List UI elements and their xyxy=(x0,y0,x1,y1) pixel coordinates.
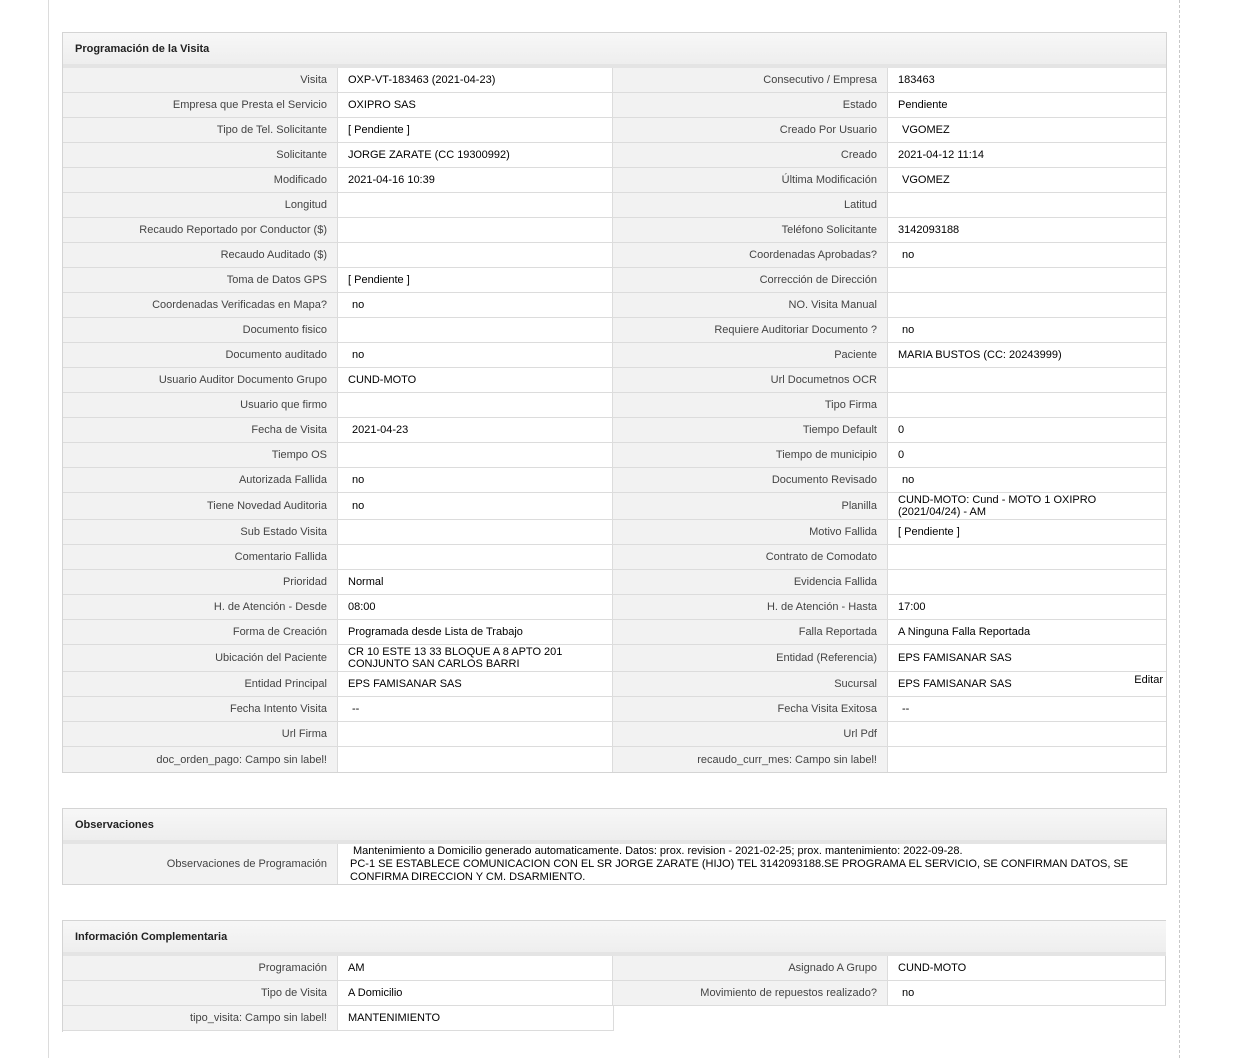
field-label-text: recaudo_curr_mes: Campo sin label! xyxy=(697,753,877,766)
field-value xyxy=(888,545,1163,569)
form-row xyxy=(63,520,1166,545)
field-value-text: VGOMEZ xyxy=(902,124,950,136)
field-value xyxy=(888,218,1163,242)
field-label xyxy=(63,620,338,644)
field-value xyxy=(338,570,613,594)
complementaria-section xyxy=(62,920,1166,1032)
field-value-text: OXIPRO SAS xyxy=(348,99,416,111)
field-label xyxy=(613,747,888,772)
field-value-text: CUND-MOTO xyxy=(898,962,967,974)
field-value-text: no xyxy=(352,349,365,361)
section-title: Programación de la Visita xyxy=(63,33,1166,68)
field-value-text: MARIA BUSTOS (CC: 20243999) xyxy=(898,349,1062,361)
form-row xyxy=(63,343,1166,368)
field-value xyxy=(338,443,613,467)
form-row xyxy=(63,570,1166,595)
field-label-text: Coordenadas Aprobadas? xyxy=(749,249,877,261)
form-row xyxy=(63,468,1166,493)
field-value xyxy=(338,268,613,292)
field-label-text: Toma de Datos GPS xyxy=(226,274,327,286)
form-row xyxy=(63,393,1166,418)
field-label-text: Motivo Fallida xyxy=(809,526,877,538)
form-row xyxy=(63,68,1166,93)
field-label-text: tipo_visita: Campo sin label! xyxy=(190,1012,327,1024)
field-label-text: Usuario que firmo xyxy=(240,399,327,411)
field-value-text: no xyxy=(352,500,365,512)
field-value xyxy=(338,747,613,772)
field-label xyxy=(613,193,888,217)
field-label xyxy=(613,243,888,267)
field-value xyxy=(888,343,1163,367)
form-row xyxy=(63,747,1166,772)
field-label xyxy=(613,143,888,167)
form-row xyxy=(63,218,1166,243)
field-value xyxy=(338,68,613,92)
field-value xyxy=(888,143,1163,167)
field-label xyxy=(63,393,338,417)
field-label xyxy=(613,168,888,192)
field-value-text: no xyxy=(902,249,915,261)
field-label-text: Documento auditado xyxy=(225,349,327,361)
field-label xyxy=(63,93,338,117)
field-label-text: Documento Revisado xyxy=(771,474,877,486)
field-value-text: no xyxy=(902,324,915,336)
field-value-text: CUND-MOTO: Cund - MOTO 1 OXIPRO (2021/04/24) - AM xyxy=(898,494,1097,518)
edit-link[interactable]: Editar xyxy=(1134,674,1163,686)
field-label-text: Planilla xyxy=(841,500,877,512)
field-label xyxy=(63,443,338,467)
field-value xyxy=(338,468,613,492)
field-label-text: Recaudo Auditado ($) xyxy=(220,249,327,261)
field-label xyxy=(63,118,338,142)
field-value-text: 2021-04-16 10:39 xyxy=(348,174,435,186)
field-label xyxy=(613,545,888,569)
field-value-text: 183463 xyxy=(898,74,935,86)
field-value xyxy=(888,318,1163,342)
field-label xyxy=(613,620,888,644)
field-label xyxy=(63,570,338,594)
field-label xyxy=(613,393,888,417)
field-label-text: Comentario Fallida xyxy=(234,551,327,563)
field-label xyxy=(613,68,888,92)
form-row xyxy=(63,118,1166,143)
form-row xyxy=(63,243,1166,268)
field-value xyxy=(888,118,1163,142)
form-row xyxy=(63,672,1166,697)
field-value xyxy=(338,343,613,367)
field-value-text: CUND-MOTO xyxy=(348,374,417,386)
field-value xyxy=(888,520,1163,544)
field-label-text: Última Modificación xyxy=(781,174,877,186)
field-label-text: Tiempo de municipio xyxy=(775,449,877,461)
field-label-text: Evidencia Fallida xyxy=(793,576,877,588)
field-value xyxy=(888,493,1163,519)
observaciones-line-2: PC-1 SE ESTABLECE COMUNICACION CON EL SR JORGE ZARATE (HIJO) TEL 3142093188.SE PROGRAMA EL SERVICIO, SE CONFIRMAN DATOS, SE CONFIRMA DIRECCION Y CM. DSARMIENTO. xyxy=(350,858,1129,883)
field-label-text: Entidad Principal xyxy=(244,678,327,690)
field-label xyxy=(63,722,338,746)
field-value xyxy=(888,697,1163,721)
observaciones-value xyxy=(338,844,1165,884)
field-value xyxy=(888,468,1163,492)
field-value-text: Pendiente xyxy=(898,99,948,111)
field-label xyxy=(613,218,888,242)
field-label xyxy=(63,747,338,772)
page-right-border xyxy=(1179,0,1180,1058)
field-label-text: Ubicación del Paciente xyxy=(215,652,327,664)
programacion-rows xyxy=(63,68,1166,772)
form-row xyxy=(63,493,1166,520)
field-value-text: 0 xyxy=(898,424,905,436)
field-label-text: Entidad (Referencia) xyxy=(776,652,877,664)
field-value xyxy=(888,168,1163,192)
field-value xyxy=(888,193,1163,217)
field-label-text: Tipo de Tel. Solicitante xyxy=(216,124,327,136)
field-value xyxy=(338,393,613,417)
field-value xyxy=(888,393,1163,417)
field-label-text: Asignado A Grupo xyxy=(788,962,877,974)
observaciones-row xyxy=(63,844,1166,884)
field-label-text: Latitud xyxy=(843,199,877,211)
field-value-text: JORGE ZARATE (CC 19300992) xyxy=(348,149,510,161)
field-label-text: Longitud xyxy=(284,199,327,211)
field-value-text: no xyxy=(902,474,915,486)
field-label xyxy=(613,672,888,696)
field-label-text: Autorizada Fallida xyxy=(238,474,327,486)
field-label-text: H. de Atención - Hasta xyxy=(766,601,877,613)
field-label-text: Usuario Auditor Documento Grupo xyxy=(158,374,327,386)
form-row xyxy=(63,318,1166,343)
field-value-text: AM xyxy=(348,962,365,974)
field-value-text: Programada desde Lista de Trabajo xyxy=(348,626,523,638)
form-row xyxy=(63,193,1166,218)
field-value xyxy=(338,697,613,721)
field-value xyxy=(338,545,613,569)
field-label xyxy=(613,981,888,1005)
field-value-text: MANTENIMIENTO xyxy=(348,1012,441,1024)
field-label-text: Coordenadas Verificadas en Mapa? xyxy=(152,299,327,311)
field-label-text: Tiempo Default xyxy=(802,424,877,436)
field-label-text: Visita xyxy=(300,74,327,86)
form-row xyxy=(63,545,1166,570)
field-label xyxy=(63,545,338,569)
field-value xyxy=(338,956,613,980)
section-title: Observaciones xyxy=(63,809,1166,844)
field-label-text: Url Firma xyxy=(281,728,327,740)
field-label xyxy=(63,368,338,392)
field-value-text: 17:00 xyxy=(898,601,926,613)
field-label xyxy=(63,68,338,92)
form-row xyxy=(63,268,1166,293)
field-label xyxy=(613,645,888,671)
field-label-text: Contrato de Comodato xyxy=(765,551,877,563)
field-value-text: Normal xyxy=(348,576,384,588)
field-label-text: Corrección de Dirección xyxy=(759,274,877,286)
observaciones-section xyxy=(62,808,1167,885)
form-row xyxy=(63,956,1166,981)
field-label xyxy=(613,93,888,117)
field-value xyxy=(888,645,1163,671)
field-value-text: -- xyxy=(902,703,910,715)
field-value xyxy=(338,493,613,519)
field-label-text: Creado xyxy=(840,149,877,161)
field-label-text: Creado Por Usuario xyxy=(779,124,877,136)
field-value-text: 3142093188 xyxy=(898,224,960,236)
complementaria-rows xyxy=(63,956,1166,1031)
field-label xyxy=(613,443,888,467)
field-value xyxy=(338,293,613,317)
field-label-text: Sub Estado Visita xyxy=(240,526,327,538)
field-value-text: [ Pendiente ] xyxy=(348,274,410,286)
field-label-text: NO. Visita Manual xyxy=(788,299,877,311)
field-label xyxy=(63,243,338,267)
field-label-text: Movimiento de repuestos realizado? xyxy=(700,987,877,999)
field-value xyxy=(338,93,613,117)
field-value xyxy=(338,620,613,644)
field-value xyxy=(888,93,1163,117)
field-label-text: Solicitante xyxy=(276,149,327,161)
field-value xyxy=(888,747,1163,772)
field-label xyxy=(613,722,888,746)
field-value-text: 2021-04-12 11:14 xyxy=(898,149,985,161)
field-label-text: Documento fisico xyxy=(242,324,327,336)
field-value xyxy=(338,595,613,619)
field-value xyxy=(888,368,1163,392)
field-label-text: Paciente xyxy=(834,349,877,361)
field-label-text: Fecha de Visita xyxy=(251,424,327,436)
field-value xyxy=(888,570,1163,594)
field-label-text: Tiempo OS xyxy=(271,449,327,461)
field-value-text: no xyxy=(352,299,365,311)
field-value-text: [ Pendiente ] xyxy=(898,526,960,538)
form-row xyxy=(63,620,1166,645)
form-row xyxy=(63,595,1166,620)
field-label-text: Tipo Firma xyxy=(824,399,877,411)
field-label-text: Estado xyxy=(842,99,877,111)
field-value xyxy=(338,193,613,217)
field-label-text: doc_orden_pago: Campo sin label! xyxy=(156,753,327,766)
field-value xyxy=(338,645,613,671)
field-value-text: no xyxy=(902,987,915,999)
field-value xyxy=(338,118,613,142)
field-value xyxy=(338,218,613,242)
form-row xyxy=(63,645,1166,672)
field-label xyxy=(63,1006,338,1030)
field-label xyxy=(63,645,338,671)
section-title: Información Complementaria xyxy=(63,921,1166,956)
field-label xyxy=(613,118,888,142)
field-label-text: Programación xyxy=(258,962,327,974)
form-row xyxy=(63,443,1166,468)
field-value xyxy=(338,368,613,392)
field-label-text: Sucursal xyxy=(834,678,877,690)
field-label xyxy=(613,956,888,980)
field-label xyxy=(63,143,338,167)
field-value xyxy=(338,243,613,267)
field-label-text: Modificado xyxy=(273,174,327,186)
form-row xyxy=(63,293,1166,318)
field-value-text: A Domicilio xyxy=(348,987,403,999)
field-value xyxy=(338,168,613,192)
field-value xyxy=(338,418,613,442)
field-label-text: H. de Atención - Desde xyxy=(213,601,327,613)
field-label xyxy=(63,468,338,492)
field-value-text: [ Pendiente ] xyxy=(348,124,410,136)
field-label-text: Requiere Auditoriar Documento ? xyxy=(714,324,877,336)
field-value-text: OXP-VT-183463 (2021-04-23) xyxy=(348,74,496,86)
field-label-text: Tipo de Visita xyxy=(260,987,327,999)
field-value xyxy=(338,520,613,544)
field-label xyxy=(63,493,338,519)
field-value-text: -- xyxy=(352,703,360,715)
field-value-text: EPS FAMISANAR SAS xyxy=(898,652,1012,664)
field-value-text: 08:00 xyxy=(348,601,376,613)
field-value-text: VGOMEZ xyxy=(902,174,950,186)
field-label xyxy=(63,268,338,292)
field-label xyxy=(613,368,888,392)
field-value xyxy=(338,981,613,1005)
field-label-text: Falla Reportada xyxy=(798,626,877,638)
field-value xyxy=(888,620,1163,644)
form-row xyxy=(63,1006,614,1031)
field-label xyxy=(63,418,338,442)
field-value xyxy=(338,1006,613,1030)
field-label xyxy=(63,343,338,367)
field-label-text: Empresa que Presta el Servicio xyxy=(172,99,327,111)
field-label xyxy=(63,595,338,619)
field-label-text: Tiene Novedad Auditoria xyxy=(206,500,327,512)
field-label xyxy=(613,468,888,492)
field-label xyxy=(63,956,338,980)
field-label xyxy=(63,672,338,696)
field-label xyxy=(613,418,888,442)
field-value xyxy=(888,981,1163,1005)
field-value xyxy=(888,672,1163,696)
field-label xyxy=(613,343,888,367)
field-value-text: no xyxy=(352,474,365,486)
form-row xyxy=(63,143,1166,168)
field-label-text: Fecha Visita Exitosa xyxy=(777,703,877,715)
field-value-text: 2021-04-23 xyxy=(352,424,409,436)
field-label-text: Url Documetnos OCR xyxy=(770,374,877,386)
field-value xyxy=(888,956,1163,980)
field-label xyxy=(63,697,338,721)
field-value-text: EPS FAMISANAR SAS xyxy=(898,678,1012,690)
field-value xyxy=(338,672,613,696)
field-label xyxy=(63,293,338,317)
field-label-text: Url Pdf xyxy=(843,728,877,740)
field-value xyxy=(888,722,1163,746)
field-value xyxy=(888,293,1163,317)
field-value-text: A Ninguna Falla Reportada xyxy=(898,626,1031,638)
field-label xyxy=(613,268,888,292)
field-value xyxy=(338,143,613,167)
form-row xyxy=(63,168,1166,193)
field-label xyxy=(63,168,338,192)
field-value xyxy=(888,243,1163,267)
field-label-text: Fecha Intento Visita xyxy=(229,703,327,715)
field-label-text: Recaudo Reportado por Conductor ($) xyxy=(139,224,327,236)
field-label xyxy=(613,520,888,544)
field-value xyxy=(338,722,613,746)
field-value xyxy=(888,595,1163,619)
field-label-text: Consecutivo / Empresa xyxy=(763,74,877,86)
field-label xyxy=(613,595,888,619)
field-value xyxy=(338,318,613,342)
field-label xyxy=(63,520,338,544)
field-label xyxy=(63,318,338,342)
field-value xyxy=(888,443,1163,467)
field-value xyxy=(888,268,1163,292)
field-label xyxy=(613,293,888,317)
field-label xyxy=(63,193,338,217)
form-row xyxy=(63,368,1166,393)
field-value xyxy=(888,418,1163,442)
field-label-text: Prioridad xyxy=(282,576,327,588)
field-label xyxy=(613,493,888,519)
field-label-text: Teléfono Solicitante xyxy=(781,224,877,236)
field-label-text: Forma de Creación xyxy=(232,626,327,638)
form-row xyxy=(63,697,1166,722)
field-value-text: CR 10 ESTE 13 33 BLOQUE A 8 APTO 201 CONJUNTO SAN CARLOS BARRI xyxy=(348,646,563,670)
field-label xyxy=(613,570,888,594)
field-label xyxy=(63,981,338,1005)
field-value-text: 0 xyxy=(898,449,905,461)
page-left-border xyxy=(48,0,49,1058)
programacion-section xyxy=(62,32,1167,773)
form-row xyxy=(63,981,1166,1006)
field-label xyxy=(63,218,338,242)
form-row xyxy=(63,418,1166,443)
field-value-text: EPS FAMISANAR SAS xyxy=(348,678,462,690)
form-row xyxy=(63,93,1166,118)
field-label xyxy=(613,697,888,721)
field-label: Observaciones de Programación xyxy=(63,844,338,884)
form-row xyxy=(63,722,1166,747)
field-label xyxy=(613,318,888,342)
observaciones-line-1: Mantenimiento a Domicilio generado automaticamente. Datos: prox. revision - 2021-02-25; prox. mantenimiento: 2022-09-28. xyxy=(353,845,963,857)
field-value xyxy=(888,68,1163,92)
